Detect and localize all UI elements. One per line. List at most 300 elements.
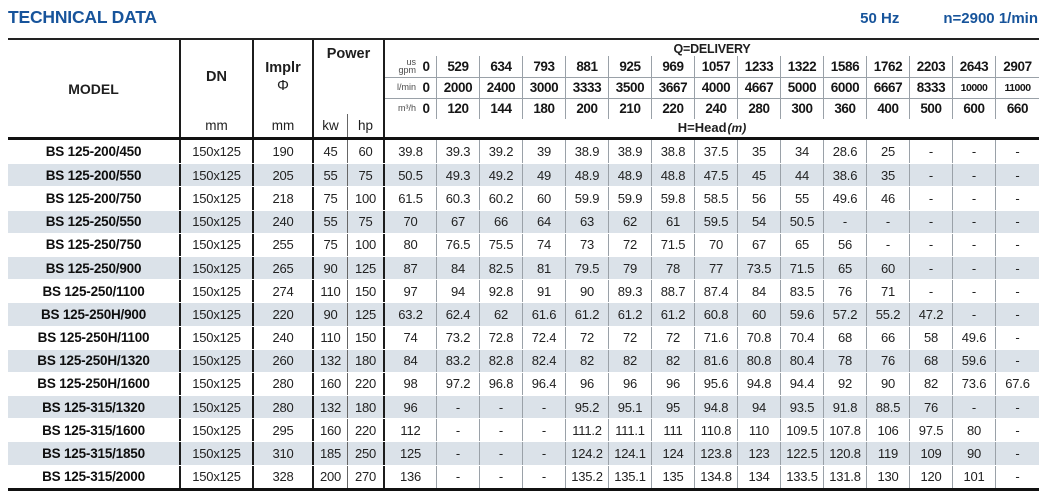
head-value-cell: 61 xyxy=(652,211,695,233)
head-value-cell: 107.8 xyxy=(824,419,867,441)
table-row xyxy=(8,465,1039,488)
model-cell: BS 125-250H/1600 xyxy=(8,373,181,395)
model-cell: BS 125-315/1850 xyxy=(8,442,181,464)
table-row xyxy=(8,372,1039,395)
head-value-cell: 73.6 xyxy=(953,373,996,395)
kw-cell: 200 xyxy=(314,466,348,488)
model-cell: BS 125-250/900 xyxy=(8,257,181,279)
head-value-cell: 90 xyxy=(566,280,609,302)
head-value-cell: - xyxy=(523,442,566,464)
hp-cell: 60 xyxy=(348,140,385,163)
hp-cell: 150 xyxy=(348,327,385,349)
head-value-cell: 62 xyxy=(480,303,523,325)
flow-unit-cell xyxy=(385,56,437,77)
head-value-cell: 67.6 xyxy=(1005,376,1030,392)
head-value-cell: 70 xyxy=(695,234,738,256)
flow-value-cell: 144 xyxy=(480,99,523,119)
head-value-cell: 96.4 xyxy=(523,373,566,395)
head-value-cell: 38.8 xyxy=(652,140,695,163)
head-value-cell: - xyxy=(1015,399,1020,415)
table-body xyxy=(8,140,1039,488)
head-value-cell: - xyxy=(1015,260,1020,276)
head-value-cell: 80.8 xyxy=(738,350,781,372)
kw-cell: 110 xyxy=(314,280,348,302)
flow-value-cell: 4667 xyxy=(738,78,781,98)
head-value-cell: 111.1 xyxy=(609,419,652,441)
head-value-cell: 71.6 xyxy=(695,327,738,349)
power-units xyxy=(314,114,383,137)
head-value-cell: 57.2 xyxy=(824,303,867,325)
head-value-cell: - xyxy=(1015,446,1020,462)
head-value-cell: 55 xyxy=(781,187,824,209)
head-value-cell: 65 xyxy=(781,234,824,256)
head-value-cell: 88.5 xyxy=(867,396,910,418)
head-value-cell: 94.8 xyxy=(695,396,738,418)
hp-cell: 100 xyxy=(348,187,385,209)
head-value-cell: 63 xyxy=(566,211,609,233)
head-value-cell: - xyxy=(910,211,953,233)
head-value-cell: 62 xyxy=(609,211,652,233)
kw-cell: 75 xyxy=(314,187,348,209)
kw-cell: 90 xyxy=(314,257,348,279)
head-value-cell: 112 xyxy=(385,419,437,441)
head-value-cell: 76 xyxy=(910,396,953,418)
flow-header-row xyxy=(385,77,1039,98)
head-value-cell: 89.3 xyxy=(609,280,652,302)
head-value-cell: 80 xyxy=(385,234,437,256)
model-cell: BS 125-200/450 xyxy=(8,140,181,163)
delivery-header-block xyxy=(385,40,1039,137)
head-value-cell: 73.2 xyxy=(437,327,480,349)
head-value-cell: - xyxy=(953,280,996,302)
impeller-cell: 255 xyxy=(254,234,314,256)
model-cell: BS 125-200/750 xyxy=(8,187,181,209)
head-value-cell: 135.1 xyxy=(609,466,652,488)
head-value-cell: 45 xyxy=(738,164,781,186)
head-value-cell: 47.5 xyxy=(695,164,738,186)
head-value-cell: 84 xyxy=(437,257,480,279)
head-value-cell: - xyxy=(437,396,480,418)
head-value-cell: 119 xyxy=(867,442,910,464)
kw-cell: 55 xyxy=(314,164,348,186)
impeller-cell: 190 xyxy=(254,140,314,163)
delivery-title: Q=DELIVERY xyxy=(673,41,751,56)
flow-value-cell: 6000 xyxy=(824,78,867,98)
head-value-cell: 61.2 xyxy=(566,303,609,325)
head-value-cell: 59.6 xyxy=(781,303,824,325)
dn-cell: 150x125 xyxy=(181,466,254,488)
head-value-cell: 60.2 xyxy=(480,187,523,209)
dn-cell: 150x125 xyxy=(181,257,254,279)
flow-unit-cell xyxy=(385,99,437,119)
head-value-cell: 96 xyxy=(609,373,652,395)
head-value-cell: 72 xyxy=(609,327,652,349)
head-value-cell: 91.8 xyxy=(824,396,867,418)
head-value-cell: - xyxy=(1015,190,1020,206)
table-row xyxy=(8,441,1039,464)
head-value-cell: 48.9 xyxy=(566,164,609,186)
head-value-cell: 75.5 xyxy=(480,234,523,256)
head-value-cell: 71.5 xyxy=(652,234,695,256)
top-bar xyxy=(8,7,1038,28)
head-value-cell: 35 xyxy=(738,140,781,163)
dn-cell: 150x125 xyxy=(181,280,254,302)
table-row xyxy=(8,163,1039,186)
head-value-cell: 109.5 xyxy=(781,419,824,441)
head-value-cell: 71 xyxy=(867,280,910,302)
head-value-cell: 97 xyxy=(385,280,437,302)
head-value-cell: 67 xyxy=(437,211,480,233)
table-row xyxy=(8,256,1039,279)
impeller-label: Implr xyxy=(265,60,301,76)
table-row xyxy=(8,210,1039,233)
head-value-cell: - xyxy=(1015,469,1020,485)
flow-value-cell: 925 xyxy=(609,56,652,77)
head-value-cell: - xyxy=(867,234,910,256)
head-value-cell: - xyxy=(1015,144,1020,160)
dn-cell: 150x125 xyxy=(181,234,254,256)
head-value-cell: - xyxy=(480,466,523,488)
kw-cell: 90 xyxy=(314,303,348,325)
head-value-cell: 47.2 xyxy=(910,303,953,325)
head-value-cell: - xyxy=(1015,422,1020,438)
head-value-cell: - xyxy=(480,442,523,464)
head-value-cell: 82.5 xyxy=(480,257,523,279)
hp-cell: 100 xyxy=(348,234,385,256)
hp-cell: 220 xyxy=(348,373,385,395)
head-value-cell: 90 xyxy=(953,442,996,464)
head-value-cell: 34 xyxy=(781,140,824,163)
head-value-cell: - xyxy=(437,419,480,441)
head-value-cell: 111 xyxy=(652,419,695,441)
head-value-cell: 122.5 xyxy=(781,442,824,464)
head-value-cell: 70.8 xyxy=(738,327,781,349)
head-value-cell: 58 xyxy=(910,327,953,349)
table-row xyxy=(8,140,1039,163)
flow-value: 0 xyxy=(422,80,430,96)
head-value-cell: 97.5 xyxy=(910,419,953,441)
head-value-cell: 120 xyxy=(910,466,953,488)
kw-cell: 132 xyxy=(314,396,348,418)
head-value-cell: 110 xyxy=(738,419,781,441)
impeller-diameter-symbol: Φ xyxy=(277,77,289,94)
head-value-cell: 61.5 xyxy=(385,187,437,209)
head-value-cell: 61.2 xyxy=(652,303,695,325)
dn-cell: 150x125 xyxy=(181,327,254,349)
head-value-cell: 95.2 xyxy=(566,396,609,418)
hp-cell: 180 xyxy=(348,396,385,418)
head-value-cell: 78 xyxy=(824,350,867,372)
head-value-cell: 96 xyxy=(385,396,437,418)
flow-rows xyxy=(385,56,1039,119)
model-cell: BS 125-200/550 xyxy=(8,164,181,186)
head-value-cell: 50.5 xyxy=(385,164,437,186)
head-value-cell: - xyxy=(480,419,523,441)
flow-value-cell: 529 xyxy=(437,56,480,77)
head-value-cell: 72 xyxy=(652,327,695,349)
dn-cell: 150x125 xyxy=(181,396,254,418)
head-value-cell: 124.1 xyxy=(609,442,652,464)
head-value-cell: 79 xyxy=(609,257,652,279)
dn-cell: 150x125 xyxy=(181,373,254,395)
flow-value-cell: 400 xyxy=(867,99,910,119)
flow-value-cell: 200 xyxy=(566,99,609,119)
power-label: Power xyxy=(326,46,371,62)
frequency-label: 50 Hz xyxy=(860,10,900,27)
kw-cell: 160 xyxy=(314,373,348,395)
head-value-cell: 60 xyxy=(867,257,910,279)
head-value-cell: 72.4 xyxy=(523,327,566,349)
head-value-cell: 39.2 xyxy=(480,140,523,163)
head-value-cell: 54 xyxy=(738,211,781,233)
head-value-cell: - xyxy=(910,280,953,302)
head-value-cell: 90 xyxy=(867,373,910,395)
flow-value-cell: 3000 xyxy=(523,78,566,98)
impeller-cell: 240 xyxy=(254,327,314,349)
dn-cell: 150x125 xyxy=(181,211,254,233)
hp-cell: 125 xyxy=(348,303,385,325)
technical-data-table xyxy=(8,38,1039,491)
head-value-cell: 95 xyxy=(652,396,695,418)
page-title: TECHNICAL DATA xyxy=(8,7,157,27)
flow-value-cell: 6667 xyxy=(867,78,910,98)
head-unit: (m) xyxy=(727,120,747,135)
head-value-cell: 133.5 xyxy=(781,466,824,488)
head-value-cell: 74 xyxy=(523,234,566,256)
head-value-cell: - xyxy=(1015,306,1020,322)
head-value-cell: 72.8 xyxy=(480,327,523,349)
head-value-cell: - xyxy=(953,187,996,209)
head-value-cell: 76 xyxy=(824,280,867,302)
kw-cell: 55 xyxy=(314,211,348,233)
head-value-cell: 72 xyxy=(566,327,609,349)
head-value-cell: 91 xyxy=(523,280,566,302)
flow-value-cell: 5000 xyxy=(781,78,824,98)
flow-header-row xyxy=(385,56,1039,77)
head-value-cell: 134.8 xyxy=(695,466,738,488)
head-value-cell: 37.5 xyxy=(695,140,738,163)
head-value-cell: 136 xyxy=(385,466,437,488)
flow-header-row xyxy=(385,98,1039,119)
table-row xyxy=(8,326,1039,349)
flow-value-cell: 11000 xyxy=(1004,81,1031,94)
hp-cell: 75 xyxy=(348,164,385,186)
table-row xyxy=(8,349,1039,372)
head-value-cell: 56 xyxy=(738,187,781,209)
head-value-cell: 70.4 xyxy=(781,327,824,349)
head-value-cell: 87 xyxy=(385,257,437,279)
head-value-cell: 59.9 xyxy=(566,187,609,209)
head-value-cell: 83.5 xyxy=(781,280,824,302)
dn-unit-label: mm xyxy=(205,118,228,133)
kw-unit-label: kw xyxy=(314,114,348,137)
head-value-cell: 78 xyxy=(652,257,695,279)
head-value-cell: 80.4 xyxy=(781,350,824,372)
head-value-cell: 59.5 xyxy=(695,211,738,233)
flow-value-cell: 660 xyxy=(1006,101,1029,117)
model-cell: BS 125-250/1100 xyxy=(8,280,181,302)
head-value-cell: 60.8 xyxy=(695,303,738,325)
head-value-cell: - xyxy=(953,303,996,325)
flow-unit-cell xyxy=(385,78,437,98)
head-value-cell: 81.6 xyxy=(695,350,738,372)
table-row xyxy=(8,279,1039,302)
head-value-cell: 61.2 xyxy=(609,303,652,325)
operating-conditions xyxy=(860,10,1038,27)
impeller-unit-label: mm xyxy=(271,118,295,133)
head-value-cell: 87.4 xyxy=(695,280,738,302)
head-value-cell: 93.5 xyxy=(781,396,824,418)
head-value-cell: 110.8 xyxy=(695,419,738,441)
kw-cell: 45 xyxy=(314,140,348,163)
head-value-cell: - xyxy=(1015,283,1020,299)
flow-unit-label: m³/h xyxy=(398,103,416,114)
model-cell: BS 125-250/550 xyxy=(8,211,181,233)
head-value-cell: 56 xyxy=(824,234,867,256)
impeller-cell: 328 xyxy=(254,466,314,488)
head-value-cell: 58.5 xyxy=(695,187,738,209)
head-value-cell: 55.2 xyxy=(867,303,910,325)
head-value-cell: 73 xyxy=(566,234,609,256)
flow-value-cell: 360 xyxy=(824,99,867,119)
hp-cell: 75 xyxy=(348,211,385,233)
flow-value-cell: 2203 xyxy=(910,56,953,77)
dn-cell: 150x125 xyxy=(181,350,254,372)
head-value-cell: 92.8 xyxy=(480,280,523,302)
head-value-cell: 94.4 xyxy=(781,373,824,395)
head-value-cell: 39.8 xyxy=(385,140,437,163)
head-value-cell: 84 xyxy=(738,280,781,302)
head-value-cell: 134 xyxy=(738,466,781,488)
head-value-cell: - xyxy=(1015,353,1020,369)
head-value-cell: - xyxy=(953,396,996,418)
head-value-cell: 95.1 xyxy=(609,396,652,418)
dn-cell: 150x125 xyxy=(181,187,254,209)
dn-cell: 150x125 xyxy=(181,442,254,464)
head-value-cell: 38.9 xyxy=(566,140,609,163)
head-value-cell: - xyxy=(1015,214,1020,230)
hp-cell: 220 xyxy=(348,419,385,441)
flow-value-cell: 2000 xyxy=(437,78,480,98)
flow-value-cell: 220 xyxy=(652,99,695,119)
head-value-cell: 96 xyxy=(652,373,695,395)
dn-cell: 150x125 xyxy=(181,140,254,163)
head-value-cell: - xyxy=(953,140,996,163)
head-value-cell: - xyxy=(910,257,953,279)
head-value-cell: 63.2 xyxy=(385,303,437,325)
head-value-cell: 95.6 xyxy=(695,373,738,395)
flow-value-cell: 300 xyxy=(781,99,824,119)
table-row xyxy=(8,418,1039,441)
flow-value-cell: 3667 xyxy=(652,78,695,98)
head-value-cell: 44 xyxy=(781,164,824,186)
head-value-cell: 94 xyxy=(437,280,480,302)
head-value-cell: 82.4 xyxy=(523,350,566,372)
head-value-cell: - xyxy=(953,164,996,186)
head-value-cell: 60 xyxy=(523,187,566,209)
head-value-cell: 64 xyxy=(523,211,566,233)
head-value-cell: 82 xyxy=(566,350,609,372)
model-cell: BS 125-250/750 xyxy=(8,234,181,256)
dn-cell: 150x125 xyxy=(181,419,254,441)
flow-value-cell: 969 xyxy=(652,56,695,77)
flow-value-cell: 240 xyxy=(695,99,738,119)
head-value-cell: 131.8 xyxy=(824,466,867,488)
flow-value-cell: 1586 xyxy=(824,56,867,77)
head-value-cell: 74 xyxy=(385,327,437,349)
head-value-cell: 25 xyxy=(867,140,910,163)
flow-value-cell: 2643 xyxy=(953,56,996,77)
impeller-cell: 274 xyxy=(254,280,314,302)
head-value-cell: 123.8 xyxy=(695,442,738,464)
head-value-cell: 66 xyxy=(867,327,910,349)
head-value-cell: 96.8 xyxy=(480,373,523,395)
kw-cell: 110 xyxy=(314,327,348,349)
head-value-cell: - xyxy=(480,396,523,418)
head-value-cell: 84 xyxy=(385,350,437,372)
head-value-cell: 88.7 xyxy=(652,280,695,302)
head-value-cell: 109 xyxy=(910,442,953,464)
head-value-cell: 71.5 xyxy=(781,257,824,279)
flow-value: 0 xyxy=(422,58,430,74)
flow-value-cell: 3500 xyxy=(609,78,652,98)
model-cell: BS 125-250H/1100 xyxy=(8,327,181,349)
impeller-cell: 295 xyxy=(254,419,314,441)
flow-value-cell: 2907 xyxy=(1003,58,1032,74)
head-value-cell: - xyxy=(953,211,996,233)
flow-value-cell: 600 xyxy=(953,99,996,119)
head-value-cell: 61.6 xyxy=(523,303,566,325)
kw-cell: 185 xyxy=(314,442,348,464)
head-value-cell: 48.9 xyxy=(609,164,652,186)
head-value-cell: 135.2 xyxy=(566,466,609,488)
head-value-cell: 124 xyxy=(652,442,695,464)
impeller-cell: 205 xyxy=(254,164,314,186)
head-value-cell: 65 xyxy=(824,257,867,279)
flow-value-cell: 210 xyxy=(609,99,652,119)
head-value-cell: 123 xyxy=(738,442,781,464)
flow-value-cell: 120 xyxy=(437,99,480,119)
head-value-cell: 49.2 xyxy=(480,164,523,186)
head-value-cell: 60.3 xyxy=(437,187,480,209)
model-cell: BS 125-315/1320 xyxy=(8,396,181,418)
dn-cell: 150x125 xyxy=(181,303,254,325)
flow-value: 0 xyxy=(422,101,430,117)
flow-value-cell: 3333 xyxy=(566,78,609,98)
head-value-cell: 49.6 xyxy=(824,187,867,209)
head-value-cell: 39.3 xyxy=(437,140,480,163)
head-value-cell: 48.8 xyxy=(652,164,695,186)
flow-value-cell: 1322 xyxy=(781,56,824,77)
head-value-cell: - xyxy=(1015,167,1020,183)
head-value-cell: - xyxy=(523,419,566,441)
flow-value-cell: 1233 xyxy=(738,56,781,77)
head-value-cell: 49 xyxy=(523,164,566,186)
dn-column-header xyxy=(181,40,254,137)
flow-value-cell: 634 xyxy=(480,56,523,77)
head-value-cell: 82 xyxy=(910,373,953,395)
impeller-cell: 310 xyxy=(254,442,314,464)
head-value-cell: 39 xyxy=(523,140,566,163)
hp-cell: 250 xyxy=(348,442,385,464)
head-value-cell: 73.5 xyxy=(738,257,781,279)
head-value-cell: - xyxy=(910,164,953,186)
model-cell: BS 125-250H/900 xyxy=(8,303,181,325)
head-value-cell: 46 xyxy=(867,187,910,209)
head-value-cell: 111.2 xyxy=(566,419,609,441)
flow-unit-label: us gpm xyxy=(398,56,416,76)
head-value-cell: - xyxy=(523,396,566,418)
